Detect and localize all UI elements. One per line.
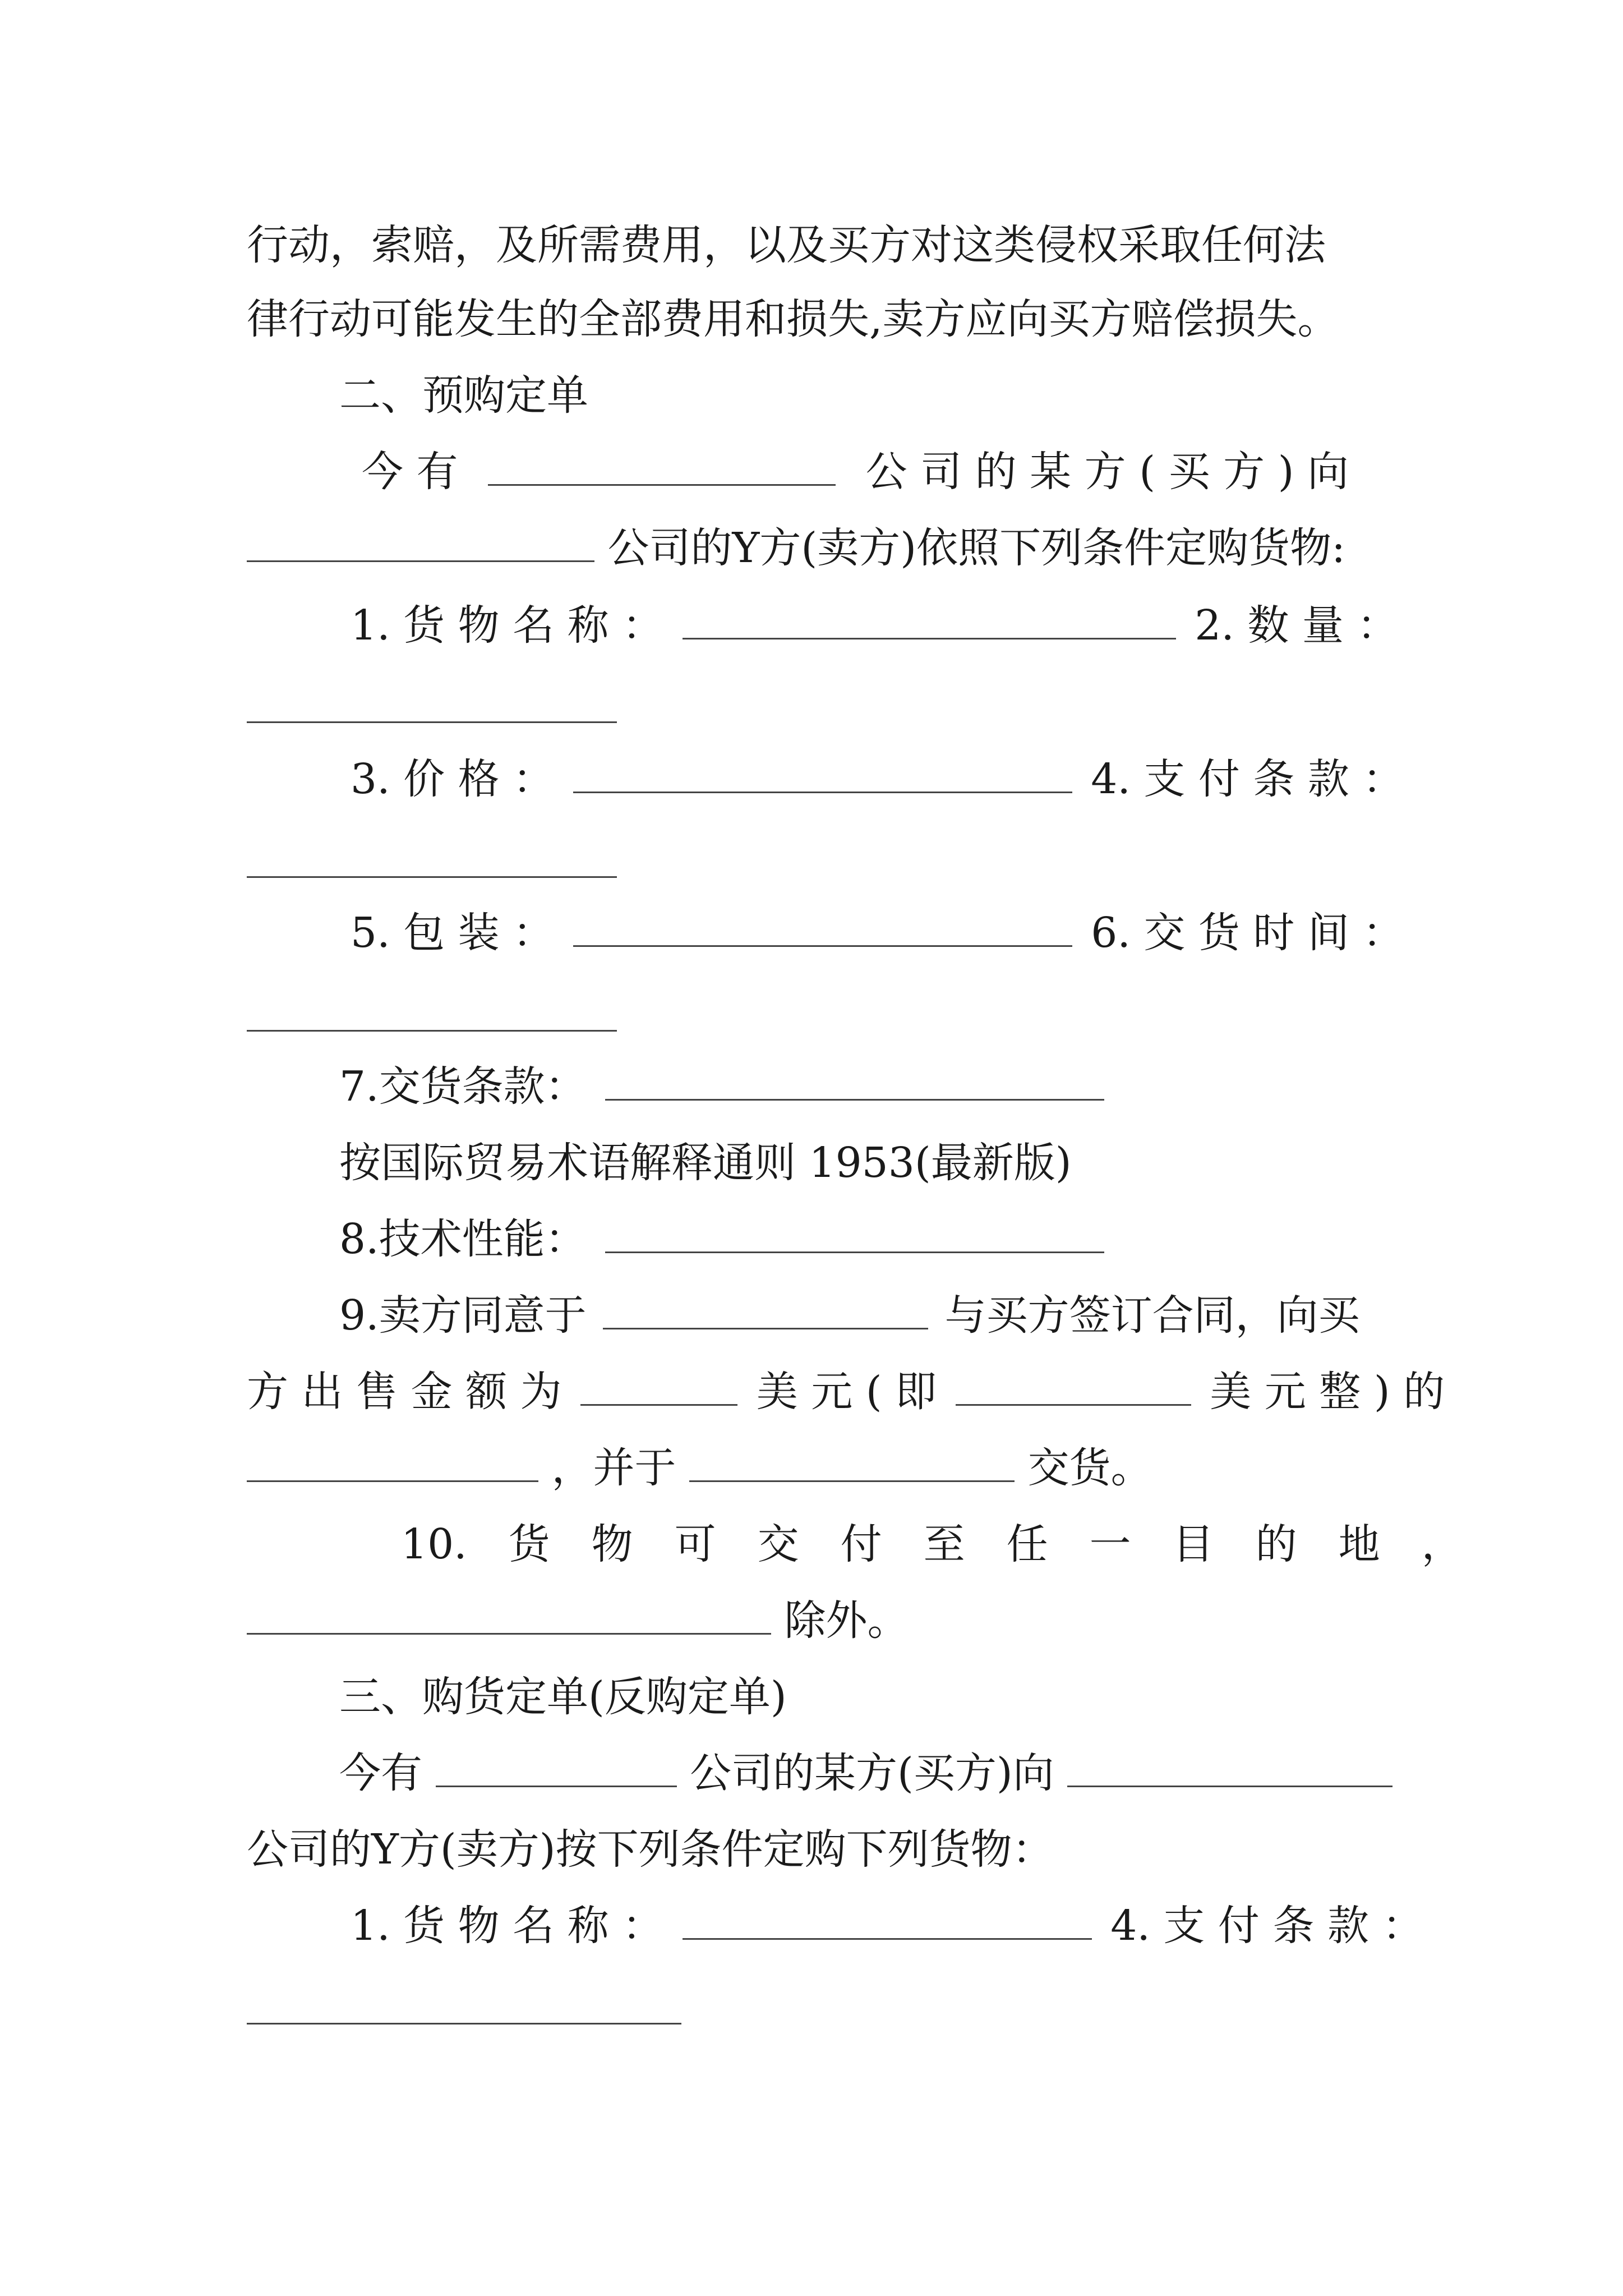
field-label: 8.技术性能： [339, 1215, 587, 1263]
form-line [339, 1056, 1467, 1117]
field-label: 3. 价 格 ： [351, 755, 555, 803]
paragraph-line [247, 1361, 1445, 1423]
body-text: 公司的Y方(卖方)依照下列条件定购货物: [607, 524, 1346, 572]
body-text: 今 有 [362, 448, 458, 496]
section-3-heading: 三、购货定单(反购定单) [339, 1673, 787, 1721]
body-text: 与买方签订合同，向买 [944, 1291, 1360, 1340]
paragraph-line [339, 1132, 1467, 1194]
section-heading [339, 1666, 1467, 1728]
field-label: 4. 支 付 条 款 ： [1091, 755, 1404, 803]
fill-blank[interactable] [247, 876, 617, 878]
body-text: 10. 货 物 可 交 付 至 任 一 目 的 地 ， [401, 1520, 1463, 1568]
form-line [351, 748, 1478, 810]
form-line [339, 1208, 1467, 1270]
paragraph-line [247, 214, 1374, 276]
fill-blank[interactable] [683, 600, 1176, 639]
fill-blank[interactable] [603, 1290, 928, 1329]
fill-blank[interactable] [247, 721, 617, 723]
body-text: 除外。 [784, 1596, 909, 1645]
paragraph-line [247, 1819, 1374, 1880]
fill-blank[interactable] [247, 1595, 771, 1635]
body-text: 9.卖方同意于 [339, 1291, 587, 1340]
fill-blank[interactable] [956, 1366, 1191, 1406]
paragraph-line [362, 441, 1489, 503]
fill-blank[interactable] [247, 1443, 538, 1482]
paragraph-line [247, 1437, 1374, 1499]
field-label: 5. 包 装 ： [351, 909, 555, 957]
fill-blank[interactable] [689, 1443, 1015, 1482]
paragraph-line [247, 288, 1374, 350]
body-text: 交货。 [1027, 1444, 1152, 1492]
body-text: 美 元 ( 即 [756, 1368, 937, 1416]
field-label: 4. 支 付 条 款 ： [1110, 1902, 1424, 1950]
section-heading [339, 365, 1467, 426]
fill-blank[interactable] [436, 1748, 677, 1787]
body-text: 律行动可能发生的全部费用和损失,卖方应向买方赔偿损失。 [247, 295, 1339, 343]
field-label: 2. 数 量 ： [1195, 601, 1399, 650]
fill-blank[interactable] [573, 908, 1072, 947]
field-label: 6. 交 货 时 间 ： [1091, 909, 1404, 957]
form-line [351, 902, 1478, 964]
fill-blank[interactable] [247, 523, 594, 562]
paragraph-line [247, 517, 1374, 579]
fill-blank[interactable] [580, 1366, 737, 1406]
paragraph-line [401, 1513, 1528, 1575]
fill-blank[interactable] [683, 1901, 1092, 1940]
paragraph-line [247, 1590, 1374, 1651]
form-line [351, 595, 1478, 656]
section-2-heading: 二、预购定单 [339, 371, 588, 420]
body-text: 美 元 整 ) 的 [1210, 1368, 1445, 1416]
body-text: 行动，索赔，及所需费用，以及买方对这类侵权采取任何法 [247, 221, 1326, 269]
body-text: 公 司 的 某 方 ( 买 方 ) 向 [865, 448, 1349, 496]
fill-blank[interactable] [247, 2023, 681, 2024]
fill-blank[interactable] [573, 754, 1072, 793]
fill-blank[interactable] [488, 447, 836, 486]
fill-blank[interactable] [247, 1030, 617, 1032]
field-label: 1. 货 物 名 称 ： [351, 601, 664, 650]
fill-blank[interactable] [605, 1061, 1104, 1101]
body-text: 公司的某方(买方)向 [690, 1749, 1054, 1797]
body-text: 今有 [339, 1749, 422, 1797]
body-text: 按国际贸易术语解释通则 1953(最新版) [339, 1139, 1072, 1187]
field-label: 7.交货条款： [339, 1062, 587, 1111]
paragraph-line [339, 1285, 1467, 1346]
fill-blank[interactable] [1067, 1748, 1393, 1787]
form-line [351, 1895, 1478, 1957]
field-label: 1. 货 物 名 称 ： [351, 1902, 664, 1950]
body-text: ，并于 [551, 1444, 676, 1492]
body-text: 方 出 售 金 额 为 [247, 1368, 562, 1416]
fill-blank[interactable] [605, 1214, 1104, 1253]
paragraph-line [339, 1742, 1467, 1804]
body-text: 公司的Y方(卖方)按下列条件定购下列货物： [247, 1825, 1054, 1874]
